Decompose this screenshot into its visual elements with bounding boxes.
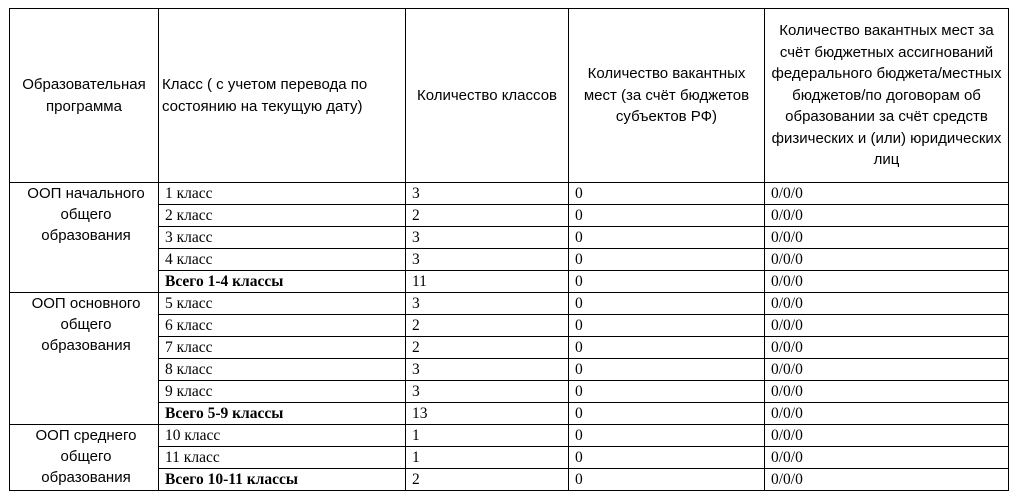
class-cell: 5 класс (159, 293, 406, 315)
count-cell: 2 (406, 205, 569, 227)
table-row (10, 315, 1009, 337)
class-cell: 2 класс (159, 205, 406, 227)
rf-vacancies-cell: 0 (569, 293, 765, 315)
fed-vacancies-cell: 0/0/0 (765, 293, 1009, 315)
fed-vacancies-cell: 0/0/0 (765, 425, 1009, 447)
rf-vacancies-cell: 0 (569, 359, 765, 381)
table-row (10, 183, 1009, 205)
count-cell: 3 (406, 381, 569, 403)
table-row (10, 227, 1009, 249)
count-cell: 11 (406, 271, 569, 293)
rf-vacancies-cell: 0 (569, 425, 765, 447)
class-cell: 4 класс (159, 249, 406, 271)
fed-vacancies-cell: 0/0/0 (765, 183, 1009, 205)
count-cell: 3 (406, 183, 569, 205)
fed-vacancies-cell: 0/0/0 (765, 271, 1009, 293)
rf-vacancies-cell: 0 (569, 337, 765, 359)
fed-vacancies-cell: 0/0/0 (765, 227, 1009, 249)
table-row (10, 205, 1009, 227)
class-cell: 8 класс (159, 359, 406, 381)
rf-vacancies-cell: 0 (569, 249, 765, 271)
fed-vacancies-cell: 0/0/0 (765, 381, 1009, 403)
table-row (10, 359, 1009, 381)
count-cell: 3 (406, 227, 569, 249)
rf-vacancies-cell: 0 (569, 183, 765, 205)
rf-vacancies-cell: 0 (569, 469, 765, 491)
count-cell: 3 (406, 359, 569, 381)
class-cell: 1 класс (159, 183, 406, 205)
count-cell: 3 (406, 293, 569, 315)
program-cell: ООП начального общего образования (10, 183, 159, 293)
class-cell: Всего 1-4 классы (159, 271, 406, 293)
class-cell: Всего 5-9 классы (159, 403, 406, 425)
rf-vacancies-cell: 0 (569, 381, 765, 403)
count-cell: 1 (406, 425, 569, 447)
fed-vacancies-cell: 0/0/0 (765, 205, 1009, 227)
class-cell: 9 класс (159, 381, 406, 403)
class-cell: 7 класс (159, 337, 406, 359)
header-program: Образовательная программа (10, 9, 159, 183)
total-row (10, 271, 1009, 293)
table-row (10, 447, 1009, 469)
fed-vacancies-cell: 0/0/0 (765, 249, 1009, 271)
program-cell: ООП среднего общего образования (10, 425, 159, 491)
table-row (10, 381, 1009, 403)
count-cell: 3 (406, 249, 569, 271)
header-vacancies-federal-local-contract: Количество вакантных мест за счёт бюджетных ассигнований федерального бюджета/местных бюджетов/по договорам об образовании за счёт средств физических и (или) юридических лиц (765, 9, 1009, 183)
fed-vacancies-cell: 0/0/0 (765, 315, 1009, 337)
header-class-count: Количество классов (406, 9, 569, 183)
table-row (10, 337, 1009, 359)
fed-vacancies-cell: 0/0/0 (765, 337, 1009, 359)
table-row (10, 249, 1009, 271)
class-cell: 6 класс (159, 315, 406, 337)
header-class: Класс ( с учетом перевода по состоянию на текущую дату) (159, 9, 406, 183)
total-row (10, 469, 1009, 491)
count-cell: 13 (406, 403, 569, 425)
rf-vacancies-cell: 0 (569, 447, 765, 469)
total-row (10, 403, 1009, 425)
fed-vacancies-cell: 0/0/0 (765, 403, 1009, 425)
count-cell: 2 (406, 337, 569, 359)
header-vacancies-rf-budget: Количество вакантных мест (за счёт бюджетов субъектов РФ) (569, 9, 765, 183)
fed-vacancies-cell: 0/0/0 (765, 447, 1009, 469)
vacancies-table (9, 8, 1009, 491)
rf-vacancies-cell: 0 (569, 271, 765, 293)
rf-vacancies-cell: 0 (569, 315, 765, 337)
header-row (10, 9, 1009, 183)
rf-vacancies-cell: 0 (569, 403, 765, 425)
count-cell: 1 (406, 447, 569, 469)
fed-vacancies-cell: 0/0/0 (765, 359, 1009, 381)
table-row (10, 293, 1009, 315)
count-cell: 2 (406, 469, 569, 491)
fed-vacancies-cell: 0/0/0 (765, 469, 1009, 491)
program-cell: ООП основного общего образования (10, 293, 159, 425)
class-cell: 10 класс (159, 425, 406, 447)
class-cell: 3 класс (159, 227, 406, 249)
class-cell: Всего 10-11 классы (159, 469, 406, 491)
class-cell: 11 класс (159, 447, 406, 469)
count-cell: 2 (406, 315, 569, 337)
table-row (10, 425, 1009, 447)
rf-vacancies-cell: 0 (569, 227, 765, 249)
rf-vacancies-cell: 0 (569, 205, 765, 227)
